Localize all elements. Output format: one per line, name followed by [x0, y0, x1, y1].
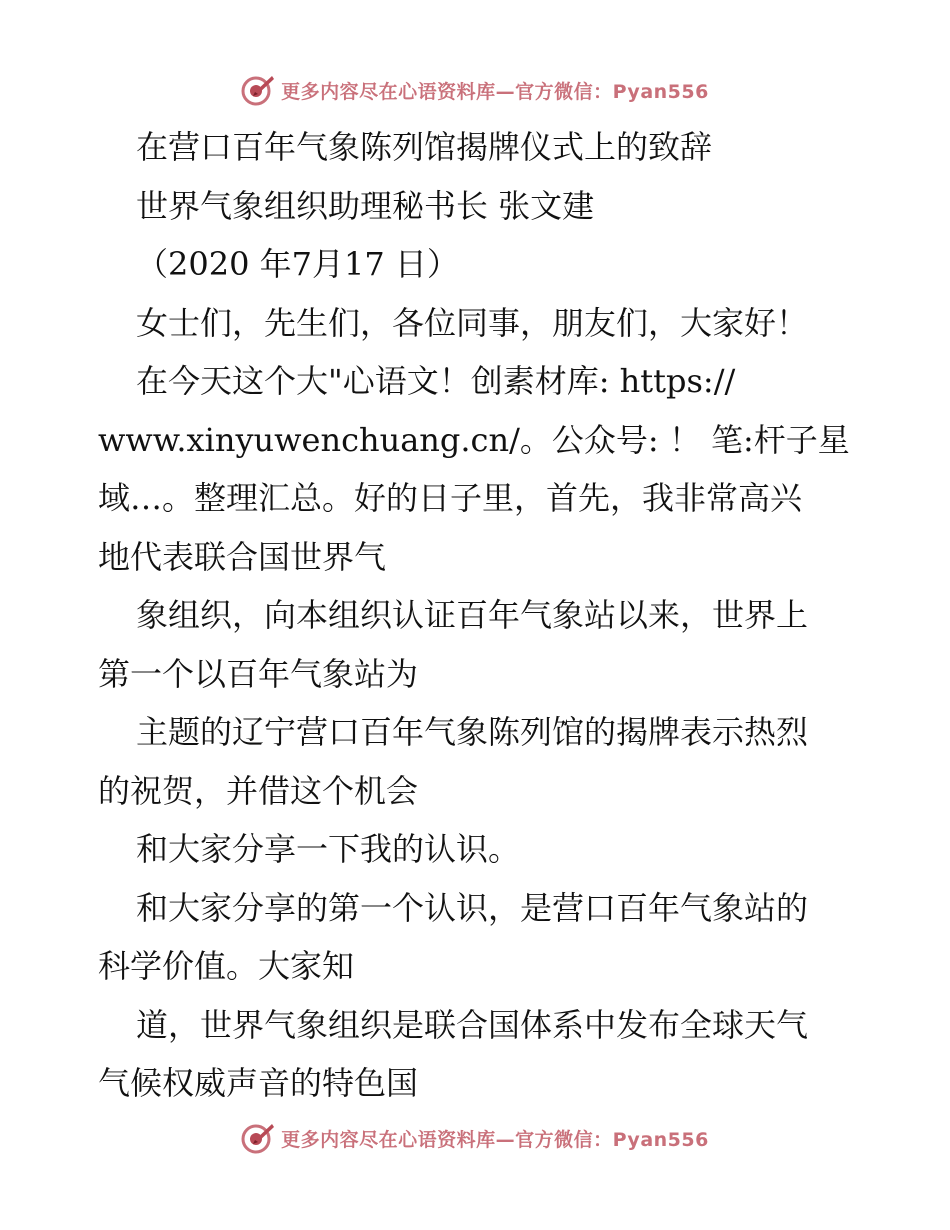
text-line: 在营口百年气象陈列馆揭牌仪式上的致辞 [136, 128, 713, 166]
text-line: 科学价值。大家知 [98, 947, 355, 985]
text-line: 第一个以百年气象站为 [98, 654, 419, 693]
text-line: 女士们，先生们，各位同事，朋友们，大家好！ [136, 303, 809, 342]
text-line: 和大家分享的第一个认识，是营口百年气象站的 [136, 888, 809, 927]
text-line: 世界气象组织助理秘书长 张文建 [136, 186, 595, 225]
header-banner [0, 70, 950, 110]
pen-logo-icon [241, 1121, 275, 1155]
text-line: www.xinyuwenchuang.cn/。公众号: ！ 笔:杆子星 [98, 420, 850, 459]
text-line: （2020 年7月17 日） [136, 245, 459, 283]
text-line: 象组织，向本组织认证百年气象站以来，世界上 [136, 596, 809, 634]
text-line: 在今天这个大"心语文！创素材库: https:// [136, 362, 736, 400]
banner-text: 更多内容尽在心语资料库—官方微信：Pyan556 [281, 1128, 709, 1151]
text-line: 域…。整理汇总。好的日子里，首先，我非常高兴 [98, 479, 803, 517]
banner-text: 更多内容尽在心语资料库—官方微信：Pyan556 [281, 80, 709, 103]
document-body [98, 118, 858, 1113]
text-line: 主题的辽宁营口百年气象陈列馆的揭牌表示热烈 [136, 713, 809, 751]
text-line: 气候权威声音的特色国 [98, 1064, 419, 1102]
footer-banner [0, 1118, 950, 1158]
pen-logo-icon [241, 73, 275, 107]
text-line: 地代表联合国世界气 [98, 537, 387, 576]
text-line: 的祝贺，并借这个机会 [98, 771, 419, 810]
text-line: 和大家分享一下我的认识。 [136, 830, 521, 868]
text-line: 道，世界气象组织是联合国体系中发布全球天气 [136, 1005, 809, 1044]
